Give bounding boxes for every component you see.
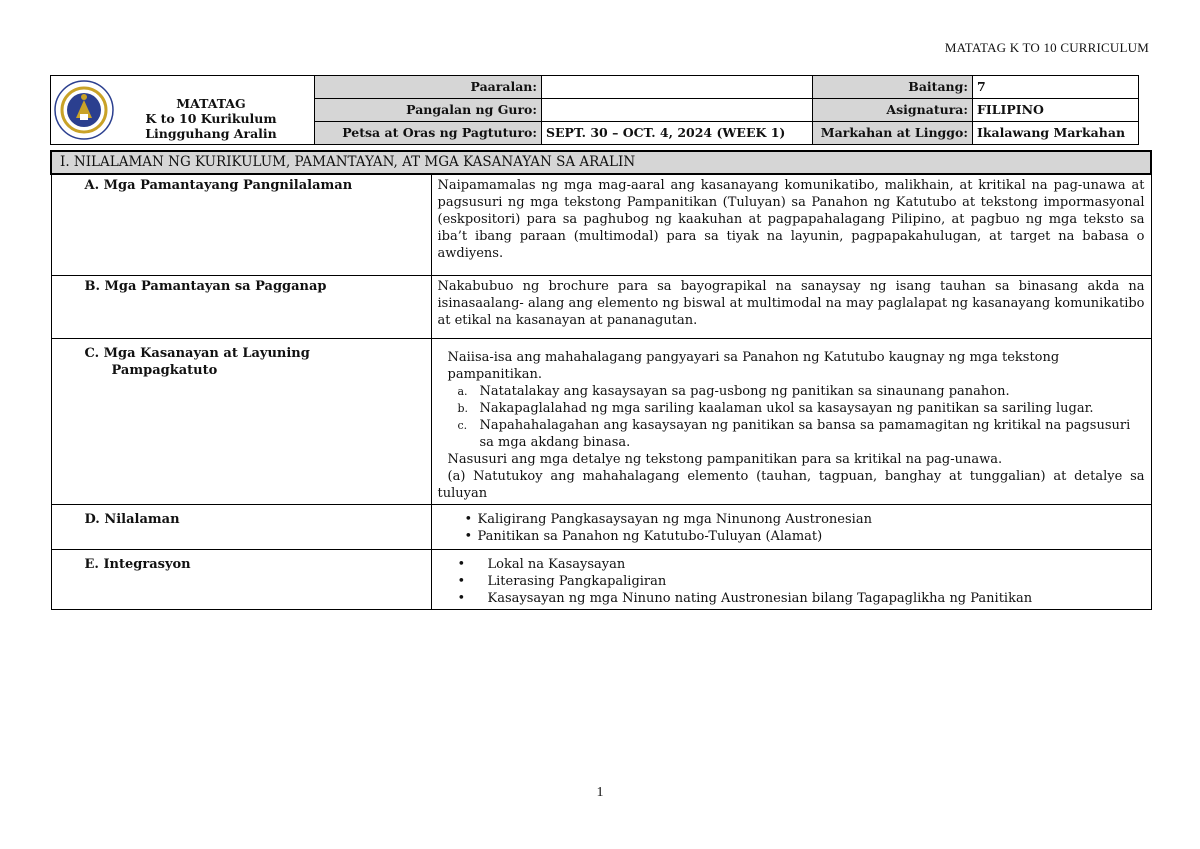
brand-line2: K to 10 Kurikulum (145, 111, 277, 126)
row-c-label-line1: C. Mga Kasanayan at Layuning (84, 346, 310, 361)
list-item: a. Natatalakay ang kasaysayan sa pag-usbong ng panitikan sa sinaunang panahon. (457, 384, 1010, 399)
teacher-label: Pangalan ng Guro: (315, 99, 542, 122)
curriculum-table (50, 150, 1152, 610)
quarter-label: Markahan at Linggo: (813, 122, 973, 145)
quarter-value: Ikalawang Markahan (973, 122, 1139, 145)
table-row (51, 550, 1151, 610)
table-row (51, 339, 1151, 505)
teacher-value (542, 99, 813, 122)
date-label: Petsa at Oras ng Pagtuturo: (315, 122, 542, 145)
row-c-outro2: (a) Natutukoy ang mahahalagang elemento (tauhan, tagpuan, banghay at tunggalian) at detalye sa tuluyan (437, 469, 1145, 501)
deped-seal-icon (54, 80, 114, 140)
row-a-text: Naipamamalas ng mga mag-aaral ang kasanayang komunikatibo, malikhain, at kritikal na pag-unawa at pagsusuri ng mga tekstong Pampanitikan (Tuluyan) sa Panahon ng Katutubo at tekstong impormasyonal (eskpositori) para sa paghubog ng kaakuhan at pagpapahalagang Pilipino, at pagbuo ng mga teksto sa iba’t ibang paraan (multimodal) para sa tiyak na layunin, pagpapakahulugan, at target na babasa o awdiyens. (431, 174, 1151, 276)
table-row (51, 174, 1151, 276)
row-e-content (431, 550, 1151, 610)
list-item: • Kasaysayan ng mga Ninuno nating Austronesian bilang Tagapaglikha ng Panitikan (488, 590, 1145, 607)
subject-value: FILIPINO (973, 99, 1139, 122)
list-item: • Kaligirang Pangkasaysayan ng mga Ninunong Austronesian (478, 511, 1145, 528)
brand-line1: MATATAG (176, 96, 246, 111)
list-item: • Lokal na Kasaysayan (488, 556, 1145, 573)
subject-label: Asignatura: (813, 99, 973, 122)
list-item: b. Nakapaglalahad ng mga sariling kaalaman ukol sa kasaysayan ng panitikan sa sariling lugar. (457, 401, 1094, 416)
school-label: Paaralan: (315, 76, 542, 99)
row-d-label: D. Nilalaman (51, 505, 431, 550)
grade-value: 7 (973, 76, 1139, 99)
page-number: 1 (596, 785, 604, 800)
grade-label: Baitang: (813, 76, 973, 99)
brand-line3: Lingguhang Aralin (145, 126, 277, 141)
list-item: • Literasing Pangkapaligiran (488, 573, 1145, 590)
row-e-label: E. Integrasyon (51, 550, 431, 610)
row-a-label: A. Mga Pamantayang Pangnilalaman (51, 174, 431, 276)
school-value (542, 76, 813, 99)
table-row (51, 505, 1151, 550)
list-item: • Panitikan sa Panahon ng Katutubo-Tuluyan (Alamat) (478, 528, 1145, 545)
row-c-label-line2: Pampagkatuto (111, 363, 218, 378)
list-item: c. Napahahalagahan ang kasaysayan ng panitikan sa bansa sa pamamagitan ng kritikal na pagsusuri sa mga akdang binasa. (457, 418, 1131, 450)
row-b-label: B. Mga Pamantayan sa Pagganap (51, 276, 431, 339)
date-value: SEPT. 30 – OCT. 4, 2024 (WEEK 1) (542, 122, 813, 145)
row-c-outro1: Nasusuri ang mga detalye ng tekstong pampanitikan para sa kritikal na pag-unawa. (447, 452, 1003, 467)
row-c-intro: Naiisa-isa ang mahahalagang pangyayari sa Panahon ng Katutubo kaugnay ng mga tekstong pampanitikan. (447, 350, 1060, 382)
page-header: MATATAG K TO 10 CURRICULUM (944, 40, 1149, 55)
lesson-header-table (50, 75, 1138, 145)
row-b-text: Nakabubuo ng brochure para sa bayograpikal na sanaysay ng isang tauhan sa binasang akda na isinasaalang- alang ang elemento ng biswal at multimodal na may paglalapat ng kasanayang komunikatibo at etikal na kasanayan at pananagutan. (431, 276, 1151, 339)
row-c-content (431, 339, 1151, 505)
section-title: I. NILALAMAN NG KURIKULUM, PAMANTAYAN, AT MGA KASANAYAN SA ARALIN (51, 151, 1151, 174)
brand-cell (51, 76, 315, 145)
row-c-list (438, 383, 1145, 451)
brand-title (121, 96, 301, 141)
row-d-content (431, 505, 1151, 550)
table-row (51, 276, 1151, 339)
